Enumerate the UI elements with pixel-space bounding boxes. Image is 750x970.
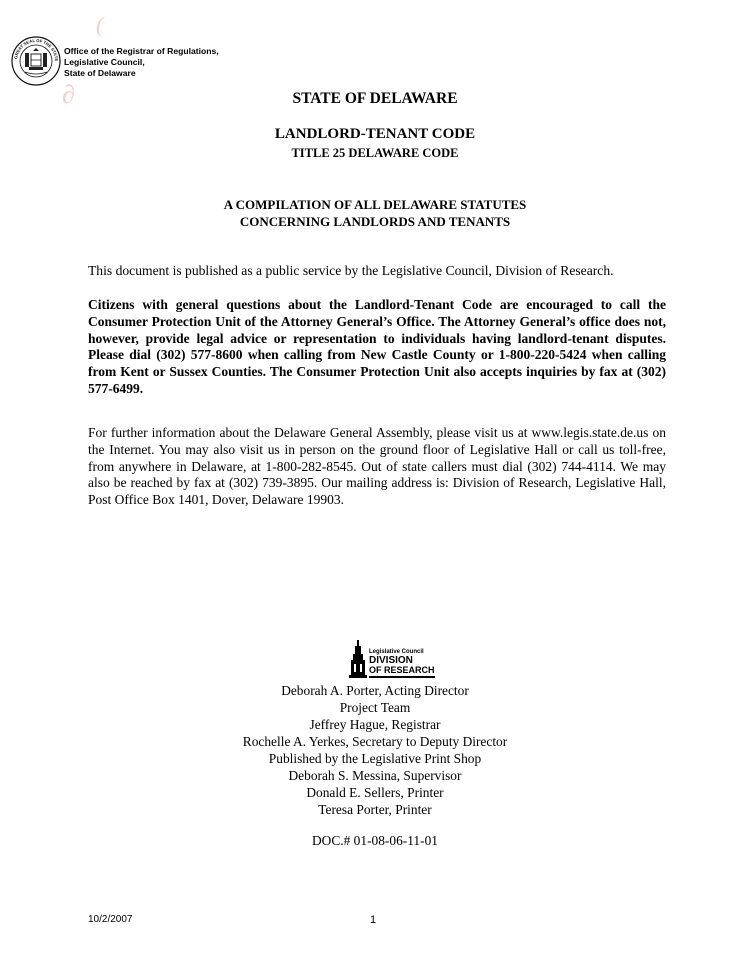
further-info-paragraph: For further information about the Delaware General Assembly, please visit us at www.legis.state.de.us on the Internet. You may also visit us in person on the ground floor of Legislative Hall or call us toll-free, from anywhere in Delaware, at 1-800-282-8545. Out of state callers must dial (302) 744-4114. We may also be reached by fax at (302) 739-3895. Our mailing address is: Division of Research, Legislative Hall, Post Office Box 1401, Dover, Delaware 19903. xyxy=(88,425,666,508)
office-line-3: State of Delaware xyxy=(64,68,136,78)
office-header xyxy=(64,46,219,79)
logo-line-3: OF RESEARCH xyxy=(369,665,435,675)
office-line-2: Legislative Council, xyxy=(64,57,145,67)
credit-line: Deborah A. Porter, Acting Director xyxy=(281,683,469,698)
compilation-heading xyxy=(0,196,750,230)
compilation-line-1: A COMPILATION OF ALL DELAWARE STATUTES xyxy=(223,197,527,212)
footer-date: 10/2/2007 xyxy=(88,914,133,925)
handwritten-mark-bottom: ∂ xyxy=(62,80,75,109)
division-of-research-logo xyxy=(349,640,459,680)
seal-text: GREAT SEAL OF THE STATE xyxy=(13,37,60,62)
credit-line: Donald E. Sellers, Printer xyxy=(306,785,444,800)
logo-line-2: DIVISION xyxy=(369,655,413,666)
credit-line: Project Team xyxy=(339,700,411,715)
delaware-seal-icon xyxy=(11,36,61,86)
credit-line: Published by the Legislative Print Shop xyxy=(268,751,482,766)
doc-number: DOC.# 01-08-06-11-01 xyxy=(312,833,438,848)
credit-line: Teresa Porter, Printer xyxy=(318,802,432,817)
credit-line: Jeffrey Hague, Registrar xyxy=(309,717,441,732)
page-number: 1 xyxy=(370,914,377,926)
credits-list xyxy=(0,682,750,818)
logo-underline xyxy=(369,676,435,678)
legislative-hall-icon xyxy=(349,640,367,678)
code-title: LANDLORD-TENANT CODE xyxy=(274,126,476,142)
compilation-line-2: CONCERNING LANDLORDS AND TENANTS xyxy=(239,214,511,229)
intro-paragraph: This document is published as a public service by the Legislative Council, Division of Research. xyxy=(88,263,614,278)
handwritten-mark-top: ( xyxy=(96,12,104,37)
credit-line: Deborah S. Messina, Supervisor xyxy=(288,768,462,783)
state-title: STATE OF DELAWARE xyxy=(292,90,458,107)
logo-line-1: Legislative Council xyxy=(369,649,424,655)
credit-line: Rochelle A. Yerkes, Secretary to Deputy Director xyxy=(242,734,508,749)
office-line-1: Office of the Registrar of Regulations, xyxy=(64,46,219,56)
code-subtitle: TITLE 25 DELAWARE CODE xyxy=(291,146,459,160)
citizens-notice-paragraph: Citizens with general questions about the Landlord-Tenant Code are encouraged to call the Consumer Protection Unit of the Attorney General’s Office. The Attorney General’s office does not, however, provide legal advice or representation to individuals having landlord-tenant disputes. Please dial (302) 577-8600 when calling from New Castle County or 1-800-220-5424 when calling from Kent or Sussex Counties. The Consumer Protection Unit also accepts inquiries by fax at (302) 577-6499. xyxy=(88,297,666,396)
